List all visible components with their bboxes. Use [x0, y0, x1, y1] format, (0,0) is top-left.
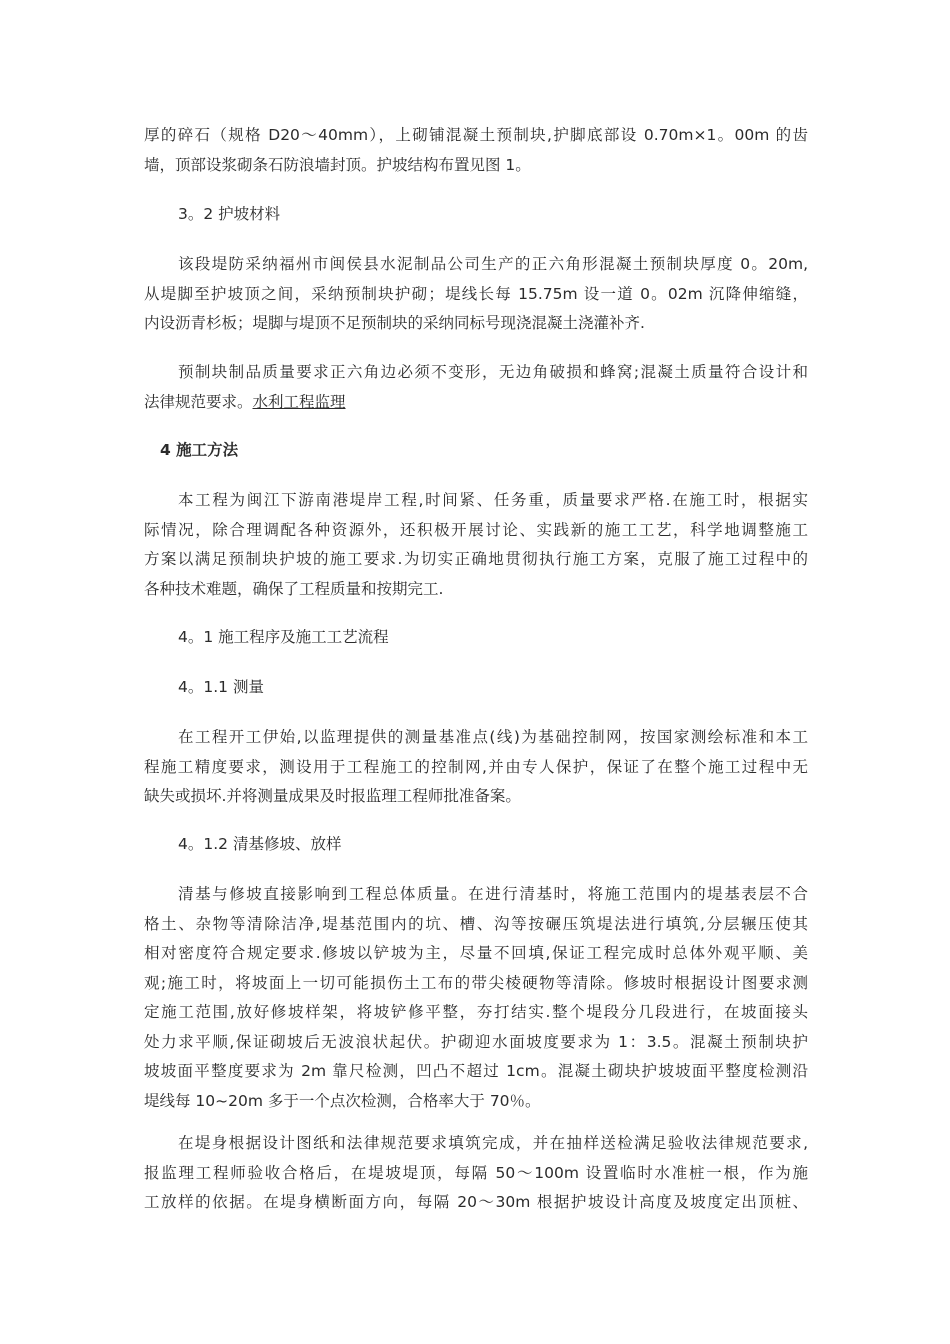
text-line: 际情况，除合理调配各种资源外，还积极开展讨论、实践新的施工工艺，科学地调整施工	[144, 520, 808, 539]
heading-text: 3。2 护坡材料	[178, 205, 281, 223]
text-line: 格土、杂物等清除洁净,堤基范围内的坑、槽、沟等按碾压筑堤法进行填筑,分层辗压使其	[144, 914, 808, 933]
heading-text: 4。1.2 清基修坡、放样	[178, 835, 342, 853]
text-line: 相对密度符合规定要求.修坡以铲坡为主，尽量不回填,保证工程完成时总体外观平顺、美	[144, 944, 808, 962]
text-line: 方案以满足预制块护坡的施工要求.为切实正确地贯彻执行施工方案，克服了施工过程中的	[144, 550, 808, 568]
text-line: 坡坡面平整度要求为 2m 靠尺检测，凹凸不超过 1cm。混凝土砌块护坡坡面平整度检测沿	[144, 1062, 808, 1080]
paragraph-staking-out	[144, 1129, 808, 1218]
heading-text: 4。1.1 测量	[178, 678, 264, 696]
text-segment: 法律规范要求。	[144, 392, 253, 411]
text-line: 本工程为闽江下游南港堤岸工程,时间紧、任务重，质量要求严格.在施工时，根据实	[178, 491, 808, 509]
paragraph-slope-structure	[144, 121, 808, 180]
paragraph-surveying	[144, 723, 808, 812]
paragraph-slope-material	[144, 250, 808, 339]
text-line: 墙，顶部设浆砌条石防浪墙封顶。护坡结构布置见图 1。	[144, 155, 531, 174]
text-line: 从堤脚至护坡顶之间，采纳预制块护砌；堤线长每 15.75m 设一道 0。02m 沉降伸缩缝，	[144, 284, 808, 303]
text-line	[144, 388, 808, 418]
text-line: 处力求平顺,保证砌坡后无波浪状起伏。护砌迎水面坡度要求为 1：3.5。混凝土预制块护	[144, 1032, 808, 1051]
section-heading-4-1-2	[144, 830, 808, 860]
paragraph-construction-method	[144, 486, 808, 604]
text-line: 程施工精度要求，测设用于工程施工的控制网,并由专人保护，保证了在整个施工过程中无	[144, 757, 808, 776]
text-line: 定施工范围,放好修坡样架，将坡铲修平整，夯打结实.整个堤段分几段进行，在坡面接头	[144, 1003, 808, 1021]
text-line: 在堤身根据设计图纸和法律规范要求填筑完成，并在抽样送检满足验收法律规范要求,	[178, 1134, 808, 1152]
section-heading-4	[144, 436, 808, 466]
text-line: 堤线每 10~20m 多于一个点次检测，合格率大于 70％。	[144, 1091, 541, 1110]
text-line: 观;施工时，将坡面上一切可能损伤土工布的带尖棱硬物等清除。修坡时根据设计图要求测	[144, 973, 808, 992]
text-line: 工放样的依据。在堤身横断面方向，每隔 20～30m 根据护坡设计高度及坡度定出顶桩、	[144, 1193, 808, 1211]
water-conservancy-supervision-link[interactable]: 水利工程监理	[252, 392, 346, 411]
text-line: 预制块制品质量要求正六角边必须不变形，无边角破损和蜂窝;混凝土质量符合设计和	[178, 363, 808, 381]
text-line: 清基与修坡直接影响到工程总体质量。在进行清基时，将施工范围内的堤基表层不合	[178, 885, 808, 903]
text-line: 缺失或损坏.并将测量成果及时报监理工程师批准备案。	[144, 787, 521, 805]
section-heading-4-1-1	[144, 673, 808, 703]
paragraph-quality-requirements	[144, 358, 808, 417]
paragraph-foundation-cleaning	[144, 880, 808, 1116]
heading-text: 4。1 施工程序及施工工艺流程	[178, 628, 389, 646]
section-heading-3-2	[144, 200, 808, 230]
text-line: 在工程开工伊始,以监理提供的测量基准点(线)为基础控制网，按国家测绘标准和本工	[178, 728, 808, 746]
text-line: 内设沥青杉板；堤脚与堤顶不足预制块的采纳同标号现浇混凝土浇灌补齐.	[144, 314, 645, 332]
text-line: 该段堤防采纳福州市闽侯县水泥制品公司生产的正六角形混凝土预制块厚度 0。20m,	[178, 255, 808, 273]
text-line: 各种技术难题，确保了工程质量和按期完工.	[144, 579, 444, 598]
section-heading-4-1	[144, 623, 808, 653]
heading-text: 4 施工方法	[160, 441, 239, 459]
text-line: 厚的碎石（规格 D20～40mm），上砌铺混凝土预制块,护脚底部设 0.70m×1。00m 的齿	[144, 126, 808, 144]
text-line: 报监理工程师验收合格后，在堤坡堤顶，每隔 50～100m 设置临时水准桩一根，作为施	[144, 1163, 808, 1182]
